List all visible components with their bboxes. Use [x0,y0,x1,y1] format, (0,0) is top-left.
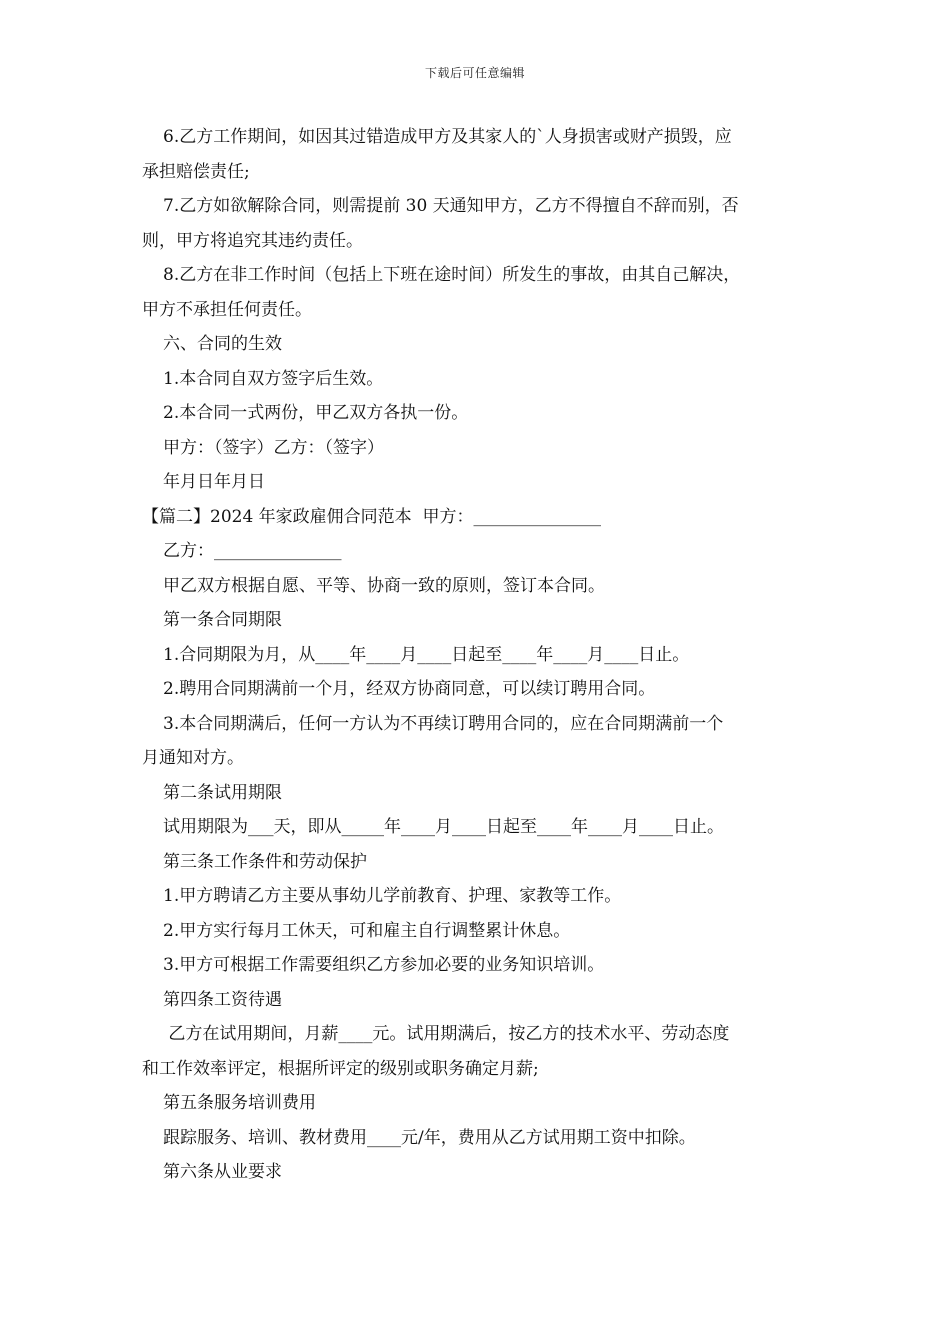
clause-8-line-1: 8.乙方在非工作时间（包括上下班在途时间）所发生的事故，由其自己解决， [163,265,741,285]
article-3-item-3: 3.甲方可根据工作需要组织乙方参加必要的业务知识培训。 [163,955,605,975]
party-b-line: 乙方：_______________ [163,541,342,561]
signature-line: 甲方：（签字）乙方：（签字） [163,437,384,458]
article-4-title: 第四条工资待遇 [163,989,282,1010]
article-2-item-1: 试用期限为___天，即从_____年____月____日起至____年____月____日止。 [163,817,724,837]
date-line: 年月日年月日 [163,472,265,492]
page-header: 下载后可任意编辑 [424,66,525,80]
clause-8-line-2: 甲方不承担任何责任。 [142,299,312,320]
clause-6-line-1: 6.乙方工作期间，如因其过错造成甲方及其家人的`人身损害或财产损毁，应 [163,127,732,147]
article-3-item-1: 1.甲方聘请乙方主要从事幼儿学前教育、护理、家教等工作。 [163,886,622,906]
clause-7-line-2: 则，甲方将追究其违约责任。 [142,230,363,251]
section-6-item-2: 2.本合同一式两份，甲乙双方各执一份。 [163,403,469,423]
article-3-item-2: 2.甲方实行每月工休天，可和雇主自行调整累计休息。 [163,920,571,941]
article-1-item-2: 2.聘用合同期满前一个月，经双方协商同意，可以续订聘用合同。 [163,679,656,699]
article-1-item-3-line-1: 3.本合同期满后，任何一方认为不再续订聘用合同的，应在合同期满前一个 [163,713,724,734]
document-body [142,120,822,1190]
article-1-item-3-line-2: 月通知对方。 [142,748,244,768]
article-6-title: 第六条从业要求 [163,1162,282,1182]
part-two-title: 【篇二】2024 年家政雇佣合同范本 甲方：_______________ [142,506,601,527]
article-2-title: 第二条试用期限 [163,782,282,803]
article-4-item-1-line-1: 乙方在试用期间，月薪____元。试用期满后，按乙方的技术水平、劳动态度 [163,1024,730,1044]
article-3-title: 第三条工作条件和劳动保护 [163,851,367,872]
article-1-item-1: 1.合同期限为月，从____年____月____日起至____年____月____日止。 [163,644,690,665]
article-5-title: 第五条服务培训费用 [163,1093,316,1113]
article-4-item-1-line-2: 和工作效率评定，根据所评定的级别或职务确定月薪; [142,1058,539,1079]
section-6-title: 六、合同的生效 [163,334,282,354]
article-5-item-1: 跟踪服务、培训、教材费用____元/年，费用从乙方试用期工资中扣除。 [163,1127,696,1148]
intro-line: 甲乙双方根据自愿、平等、协商一致的原则，签订本合同。 [163,575,605,596]
article-1-title: 第一条合同期限 [163,610,282,630]
clause-7-line-1: 7.乙方如欲解除合同，则需提前 30 天通知甲方，乙方不得擅自不辞而别，否 [163,196,739,216]
section-6-item-1: 1.本合同自双方签字后生效。 [163,368,384,389]
clause-6-line-2: 承担赔偿责任; [142,161,250,182]
